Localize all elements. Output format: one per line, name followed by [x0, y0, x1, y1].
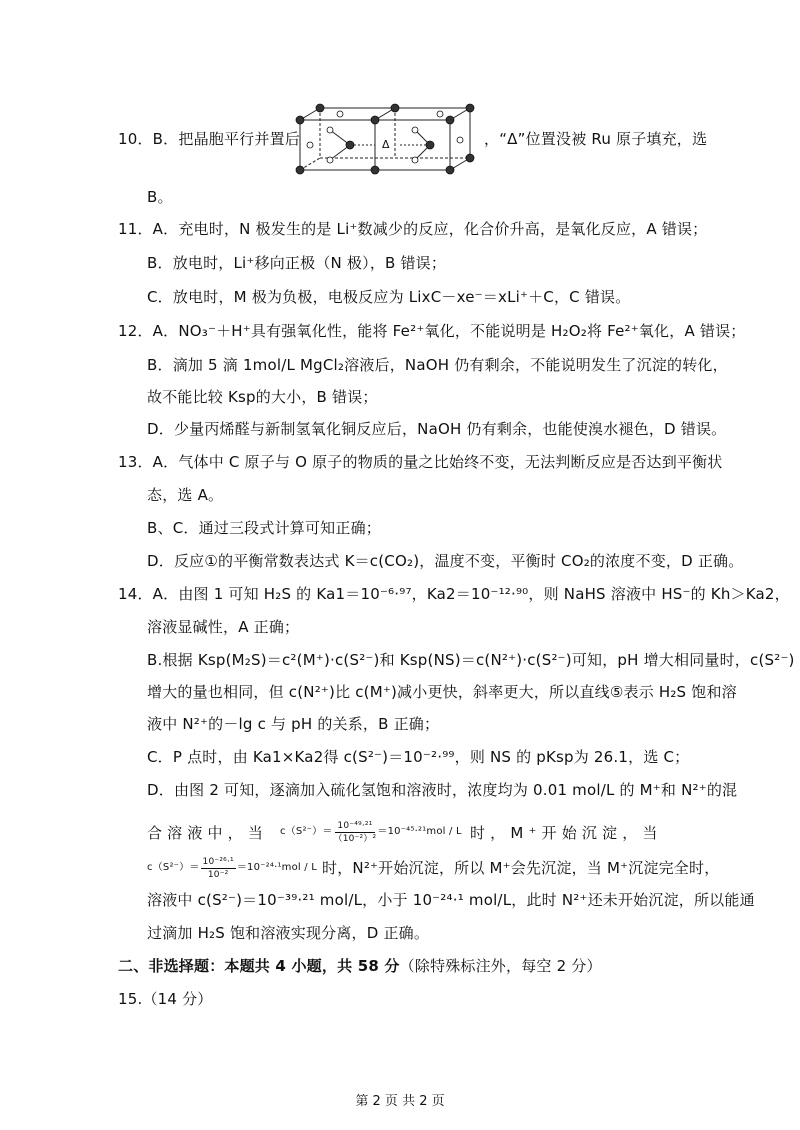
section-2-heading — [118, 955, 602, 977]
fraction-expression-1 — [280, 812, 462, 852]
q14-d3-post: 时，N²⁺开始沉淀，所以 M⁺会先沉淀，当 M⁺沉淀完全时， — [322, 859, 720, 877]
delta-marker: Δ — [382, 138, 390, 151]
q10-text-part1: 10．B．把晶胞平行并置后 — [118, 130, 300, 148]
q14-b2: 增大的量也相同，但 c(N²⁺)比 c(M⁺)减小更快，斜率更大，所以直线⑤表示 H₂S 饱和溶 — [147, 683, 737, 701]
q12-d: D．少量丙烯醛与新制氢氧化铜反应后，NaOH 仍有剩余，也能使溴水褪色，D 错误。 — [147, 420, 727, 438]
q14-a2: 溶液显碱性，A 正确； — [147, 618, 300, 636]
q14-c: C．P 点时，由 Ka1×Ka2得 c(S²⁻)＝10⁻²·⁹⁹，则 NS 的 pKsp为 26.1，选 C； — [147, 748, 690, 766]
q11-c: C．放电时，M 极为负极，电极反应为 LixC－xe⁻＝xLi⁺＋C，C 错误。 — [147, 288, 631, 306]
q12-a: 12．A．NO₃⁻＋H⁺具有强氧化性，能将 Fe²⁺氧化，不能说明是 H₂O₂将 Fe²⁺氧化，A 错误； — [118, 322, 746, 340]
crystal-lattice-figure — [290, 100, 480, 178]
q13-a1: 13．A．气体中 C 原子与 O 原子的物质的量之比始终不变，无法判断反应是否达到平衡状 — [118, 453, 723, 471]
fraction-2-lhs: c（S²⁻）＝ — [147, 862, 200, 873]
page-footer: 第 2 页 共 2 页 — [355, 1094, 445, 1109]
section-2-bold: 二、非选择题：本题共 4 小题，共 58 分 — [118, 957, 400, 975]
fraction-1-denominator: （10⁻²）² — [333, 833, 377, 844]
q14-d4: 溶液中 c(S²⁻)＝10⁻³⁹·²¹ mol/L，小于 10⁻²⁴·¹ mol/L，此时 N²⁺还未开始沉淀，所以能通 — [147, 891, 755, 909]
q14-d2-post: 时 ， M ⁺ 开 始 沉 淀 ， 当 — [470, 824, 658, 842]
q14-b1: B.根据 Ksp(M₂S)＝c²(M⁺)·c(S²⁻)和 Ksp(NS)＝c(N²⁺)·c(S²⁻)可知，pH 增大相同量时，c(S²⁻) — [147, 651, 795, 669]
fraction-1 — [334, 820, 377, 845]
fraction-expression-2 — [147, 848, 317, 888]
q14-b3: 液中 N²⁺的－lg c 与 pH 的关系，B 正确； — [147, 715, 440, 733]
q13-d: D．反应①的平衡常数表达式 K＝c(CO₂)，温度不变，平衡时 CO₂的浓度不变，D 正确。 — [147, 552, 744, 570]
q11-a: 11．A．充电时，N 极发生的是 Li⁺数减少的反应，化合价升高，是氧化反应，A 错误； — [118, 220, 708, 238]
q14-d5: 过滴加 H₂S 饱和溶液实现分离，D 正确。 — [147, 924, 430, 942]
q12-b1: B．滴加 5 滴 1mol/L MgCl₂溶液后，NaOH 仍有剩余，不能说明发生了沉淀的转化， — [147, 356, 728, 374]
section-2-note: （除特殊标注外，每空 2 分） — [399, 957, 602, 975]
q10-text-line2: B。 — [147, 188, 173, 206]
fraction-1-numerator: 10⁻⁴⁹·²¹ — [337, 820, 373, 831]
fraction-2 — [201, 856, 236, 881]
fraction-2-numerator: 10⁻²⁶·¹ — [202, 856, 234, 867]
fraction-2-denominator: 10⁻² — [207, 869, 229, 880]
fraction-1-rhs: ＝10⁻⁴⁵·²¹mol / L — [377, 826, 462, 837]
q15-heading: 15.（14 分） — [118, 990, 213, 1008]
q14-a1: 14．A．由图 1 可知 H₂S 的 Ka1＝10⁻⁶·⁹⁷，Ka2＝10⁻¹²·⁹⁰，则 NaHS 溶液中 HS⁻的 Kh＞Ka2， — [118, 585, 790, 603]
q11-b: B．放电时，Li⁺移向正极（N 极），B 错误； — [147, 254, 447, 272]
q13-bc: B、C．通过三段式计算可知正确； — [147, 519, 381, 537]
q14-d2-pre: 合 溶 液 中 ， 当 — [147, 824, 264, 842]
q12-b2: 故不能比较 Ksp的大小，B 错误； — [147, 388, 378, 406]
q13-a2: 态，选 A。 — [147, 486, 224, 504]
fraction-2-rhs: ＝10⁻²⁴·¹mol / L — [236, 862, 317, 873]
q14-d1: D．由图 2 可知，逐滴加入硫化氢饱和溶液时，浓度均为 0.01 mol/L 的 M⁺和 N²⁺的混 — [147, 781, 738, 799]
fraction-1-lhs: c（S²⁻）＝ — [280, 826, 333, 837]
q10-text-part2: ，“Δ”位置没被 Ru 原子填充，选 — [484, 130, 708, 148]
